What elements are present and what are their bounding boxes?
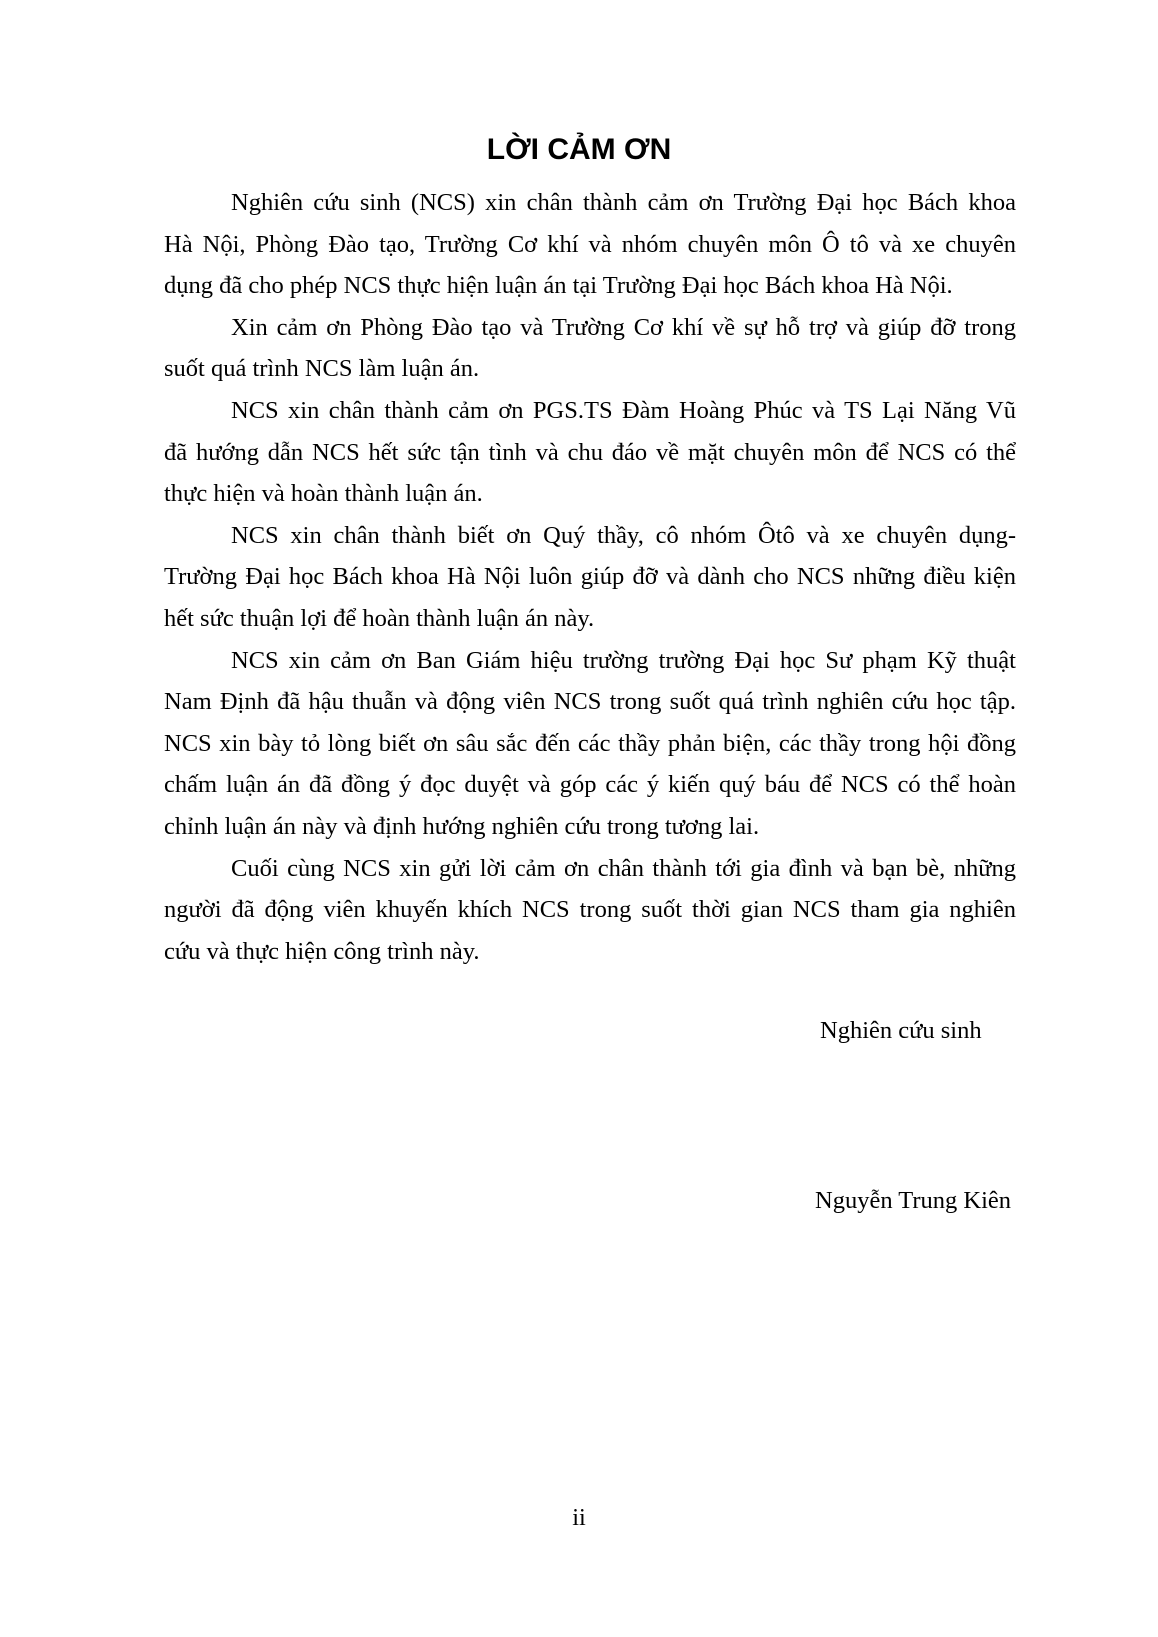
paragraph-line: chỉnh luận án này và định hướng nghiên cứu trong tương lai. — [164, 812, 760, 840]
acknowledgement-body — [164, 182, 1016, 972]
paragraph-line: NCS xin cảm ơn Ban Giám hiệu trường trường Đại học Sư phạm Kỹ thuật — [231, 646, 1016, 674]
page-number: ii — [572, 1504, 586, 1531]
paragraph-line: NCS xin chân thành biết ơn Quý thầy, cô nhóm Ôtô và xe chuyên dụng- — [231, 521, 1016, 549]
paragraph-line: suốt quá trình NCS làm luận án. — [164, 355, 480, 383]
paragraph-line: thực hiện và hoàn thành luận án. — [164, 480, 483, 508]
paragraph-line: đã hướng dẫn NCS hết sức tận tình và chu đáo về mặt chuyên môn để NCS có thể — [164, 438, 1016, 466]
paragraph-line: dụng đã cho phép NCS thực hiện luận án tại Trường Đại học Bách khoa Hà Nội. — [164, 272, 953, 300]
paragraph-6 — [164, 848, 1016, 973]
paragraph-2 — [164, 307, 1016, 390]
paragraph-1 — [164, 182, 1016, 307]
signature-name: Nguyễn Trung Kiên — [815, 1187, 1012, 1214]
signature-role: Nghiên cứu sinh — [820, 1017, 982, 1044]
paragraph-3 — [164, 390, 1016, 515]
paragraph-line: NCS xin chân thành cảm ơn PGS.TS Đàm Hoàng Phúc và TS Lại Năng Vũ — [231, 396, 1016, 424]
paragraph-line: cứu và thực hiện công trình này. — [164, 937, 480, 965]
paragraph-line: Hà Nội, Phòng Đào tạo, Trường Cơ khí và nhóm chuyên môn Ô tô và xe chuyên — [164, 230, 1016, 258]
paragraph-line: người đã động viên khuyến khích NCS trong suốt thời gian NCS tham gia nghiên — [164, 896, 1016, 924]
paragraph-5 — [164, 640, 1016, 848]
paragraph-line: Trường Đại học Bách khoa Hà Nội luôn giúp đỡ và dành cho NCS những điều kiện — [164, 563, 1016, 591]
paragraph-line: Nam Định đã hậu thuẫn và động viên NCS trong suốt quá trình nghiên cứu học tập. — [164, 688, 1016, 716]
paragraph-4 — [164, 515, 1016, 640]
paragraph-line: NCS xin bày tỏ lòng biết ơn sâu sắc đến các thầy phản biện, các thầy trong hội đồng — [164, 729, 1016, 757]
paragraph-line: Xin cảm ơn Phòng Đào tạo và Trường Cơ khí về sự hỗ trợ và giúp đỡ trong — [231, 313, 1016, 341]
paragraph-line: chấm luận án đã đồng ý đọc duyệt và góp các ý kiến quý báu để NCS có thể hoàn — [164, 771, 1016, 799]
paragraph-line: Cuối cùng NCS xin gửi lời cảm ơn chân thành tới gia đình và bạn bè, những — [231, 854, 1016, 882]
paragraph-line: hết sức thuận lợi để hoàn thành luận án này. — [164, 604, 595, 632]
page-title: LỜI CẢM ƠN — [486, 133, 672, 166]
paragraph-line: Nghiên cứu sinh (NCS) xin chân thành cảm ơn Trường Đại học Bách khoa — [231, 189, 1016, 216]
